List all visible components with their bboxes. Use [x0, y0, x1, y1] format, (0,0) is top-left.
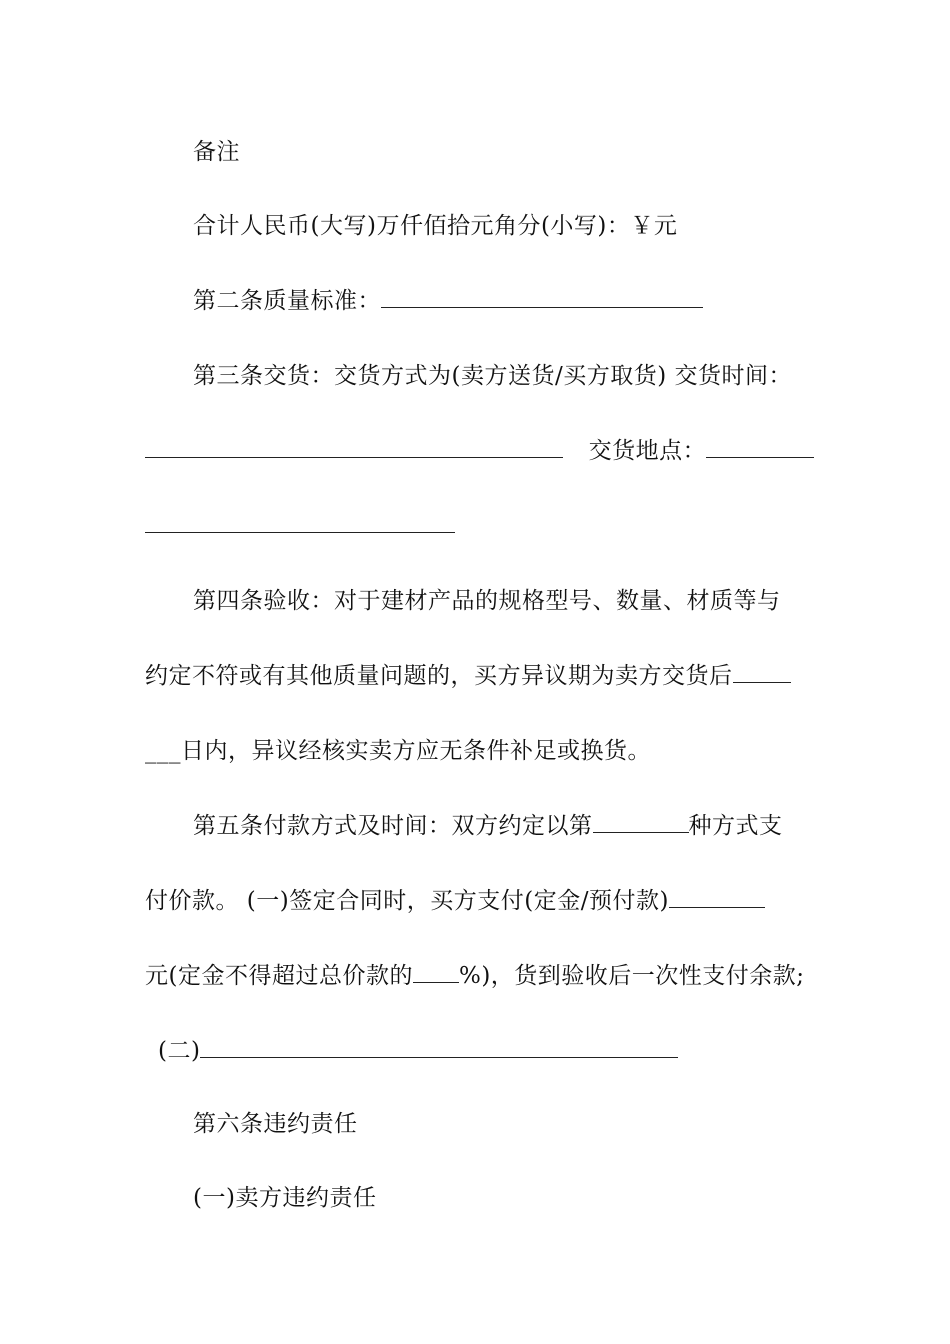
delivery-time-blank[interactable] — [145, 439, 563, 458]
article-4-prefix-underline: ___ — [145, 738, 181, 764]
article-6-line — [193, 1109, 358, 1139]
article-4-text-3: 日内，异议经核实卖方应无条件补足或换货。 — [181, 738, 651, 764]
article-5-text-3a: 元(定金不得超过总价款的 — [145, 963, 413, 989]
article-5-text-1a: 第五条付款方式及时间：双方约定以第 — [193, 813, 593, 839]
article-2-text: 第二条质量标准： — [193, 288, 381, 314]
article-4-line-2 — [145, 661, 791, 691]
article-4-line-1 — [193, 586, 781, 616]
article-5-text-2: 付价款。 (一)签定合同时，买方支付(定金/预付款) — [145, 888, 669, 914]
article-3-line — [193, 361, 792, 391]
delivery-place-blank[interactable] — [706, 439, 814, 458]
article-5-line-2 — [145, 886, 765, 916]
quality-standard-blank[interactable] — [381, 289, 703, 308]
delivery-place-label: 交货地点： — [588, 438, 707, 464]
article-3-text: 第三条交货：交货方式为(卖方送货/买方取货) 交货时间： — [193, 363, 793, 389]
article-5-line-4 — [158, 1036, 678, 1066]
total-line — [193, 211, 677, 241]
payment-option-2-blank[interactable] — [200, 1039, 678, 1058]
article-4-line-3 — [145, 736, 651, 766]
objection-days-blank[interactable] — [733, 664, 791, 683]
delivery-line — [145, 436, 814, 466]
article-6-text: 第六条违约责任 — [193, 1111, 358, 1137]
article-5-text-4: (二) — [158, 1038, 201, 1064]
article-5-text-1b: 种方式支 — [688, 813, 783, 839]
delivery-place-blank-2[interactable] — [145, 514, 455, 533]
article-4-text-2: 约定不符或有其他质量问题的，买方异议期为卖方交货后 — [145, 663, 733, 689]
deposit-amount-blank[interactable] — [669, 889, 765, 908]
total-text: 合计人民币(大写)万仟佰拾元角分(小写)：￥元 — [193, 213, 678, 239]
article-4-text-1: 第四条验收：对于建材产品的规格型号、数量、材质等与 — [193, 588, 781, 614]
delivery-place-continuation — [145, 511, 455, 541]
remarks-line — [193, 137, 240, 167]
remarks-text: 备注 — [193, 139, 240, 165]
article-5-line-3 — [145, 961, 805, 991]
article-5-line-1 — [193, 811, 783, 841]
deposit-percent-blank[interactable] — [413, 964, 459, 983]
article-5-text-3b: %)，货到验收后一次性支付余款; — [458, 963, 805, 989]
article-6-1-text: (一)卖方违约责任 — [193, 1185, 377, 1211]
payment-method-blank[interactable] — [593, 814, 689, 833]
article-6-1-line — [193, 1183, 376, 1213]
article-2-line — [193, 286, 703, 316]
